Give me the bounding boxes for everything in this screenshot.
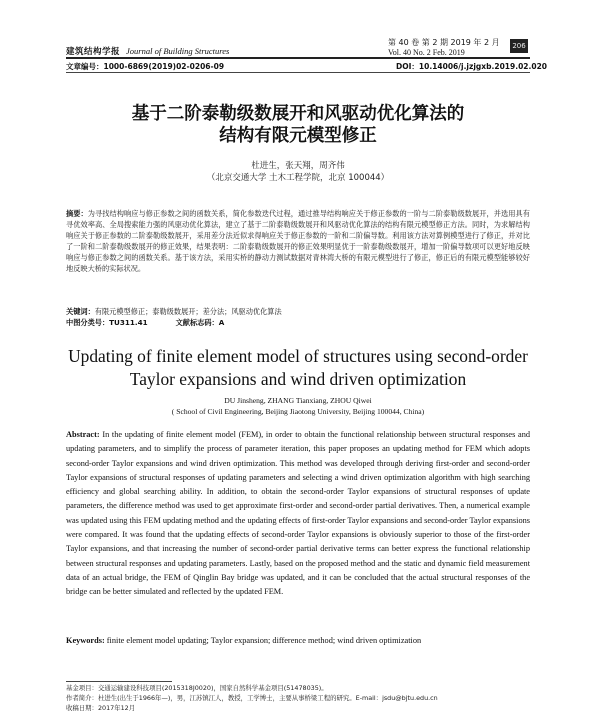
journal-name-cn: 建筑结构学报 [66, 47, 121, 57]
title-en-line-2: Taylor expansions and wind driven optimization [129, 369, 467, 389]
footnote-funding: 基金项目：交通运输建设科技项目(2015318J0020)，国家自然科学基金项目(51478035)。 [66, 684, 328, 692]
author-names-cn: 杜进生，张天翔，周齐伟 [251, 161, 345, 171]
title-en-line-1: Updating of finite element model of structures using second-order [68, 346, 528, 366]
abstract-en-text: In the updating of finite element model (FEM), in order to obtain the functional relationship between structural responses and updating parameters, and to simplify the process of parameter iteration, this paper proposes an updating method for FEM which adopts second-order Taylor expansions and wind driven optimization. This method was developed through deriving first-order and second-order Taylor expansions of structural responses of updating parameters and selecting a wind driven optimization algorithm with high searching efficiency and global searching ability. In addition, to obtain the second-order Taylor expansions of structural responses of update parameters, the difference method was used to get approximate first-order and second-order partial derivatives. Then, a numerical example was updated using this FEM updating method and the updating effects of first-order Taylor expansions and second-order Taylor expansions were compared. It was found that the updating effects of second-order Taylor expansions is obviously superior to those of the first-order Taylor expansions, and that increasing the number of second-order partial derivative terms can better express the functional relationship between structural responses and updating parameters. Lastly, based on the proposed method and the static and dynamic field measurement data of an actual bridge, the FEM of Qinglin Bay bridge was updated, and it can be concluded that the actual structural responses of the bridge can be better simulated and reflected by the updated FEM. [66, 430, 530, 597]
authors-cn [66, 160, 530, 184]
keywords-en-label: Keywords: [66, 636, 105, 645]
keywords-en [66, 635, 530, 647]
doi: DOI：10.14006/j.jzjgxb.2019.02.020 [396, 62, 548, 71]
keywords-en-text: finite element model updating; Taylor expansion; difference method; wind driven optimization [106, 636, 422, 645]
abstract-cn-text: 为寻找结构响应与修正参数之间的函数关系，简化参数迭代过程，通过推导结构响应关于修正参数的一阶与二阶泰勒级数展开，并选用具有寻优效率高、全局搜索能力强的风驱动优化算法，建立了基于二阶泰勒级数展开和风驱动优化算法的结构有限元模型修正方法。同时，为求解结构响应关于修正参数的二阶泰勒级数展开，采用差分法近似求得响应关于修正参数的一阶和二阶偏导数。利用该方法对算例模型进行了修正，并对比了一阶和二阶泰勒级数展开的修正效果，结果表明：二阶泰勒级数展开的修正效果明显优于一阶泰勒级数展开，增加一阶偏导数项可以更好地反映响应与修正参数之间的函数关系。基于该方法，采用实桥的静动力测试数据对青林湾大桥的有限元模型进行了修正，修正后的有限元模型能够较好地反映大桥的实际状况。 [66, 209, 530, 273]
abstract-en [66, 428, 530, 600]
keywords-cn-label: 关键词： [66, 307, 95, 316]
keywords-cn [66, 307, 530, 317]
title-cn-line-2: 结构有限元模型修正 [219, 126, 377, 146]
volume-cn: 第 40 卷 第 2 期 2019 年 2 月 [388, 38, 500, 47]
footnote-received-date: 收稿日期：2017年12月 [66, 704, 136, 712]
volume-en: Vol. 40 No. 2 Feb. 2019 [388, 48, 465, 57]
header-rule [66, 57, 530, 59]
footnote-author-bio: 作者简介：杜进生(出生于1966年—)，男，江苏镇江人，教授，工学博士，主要从事桥梁工程的研究。E-mail：jsdu@bjtu.edu.cn [66, 694, 438, 702]
authors-en [66, 395, 530, 417]
journal-name-en: Journal of Building Structures [126, 46, 230, 56]
affiliation-cn: （北京交通大学 土木工程学院，北京 100044） [206, 173, 390, 183]
article-id: 文章编号：1000-6869(2019)02-0206-09 [66, 62, 225, 71]
footnote-rule [66, 681, 172, 682]
clc-number: 中图分类号：TU311.41 [66, 318, 148, 327]
abstract-cn-label: 摘要： [66, 209, 88, 218]
abstract-en-label: Abstract: [66, 430, 100, 439]
title-cn [66, 103, 530, 147]
header-rule-thin [66, 72, 530, 73]
journal-header-right [388, 38, 500, 58]
abstract-cn [66, 209, 530, 274]
page-number: 206 [510, 39, 528, 53]
classification-cn [66, 318, 530, 328]
affiliation-en: ( School of Civil Engineering, Beijing Jiaotong University, Beijing 100044, China) [171, 407, 425, 416]
author-names-en: DU Jinsheng, ZHANG Tianxiang, ZHOU Qiwei [224, 396, 372, 405]
keywords-cn-text: 有限元模型修正；泰勒级数展开；差分法；风驱动优化算法 [94, 307, 282, 316]
title-cn-line-1: 基于二阶泰勒级数展开和风驱动优化算法的 [131, 104, 465, 124]
title-en [66, 345, 530, 391]
document-code: 文献标志码：A [175, 318, 225, 327]
journal-header-left [66, 45, 229, 57]
